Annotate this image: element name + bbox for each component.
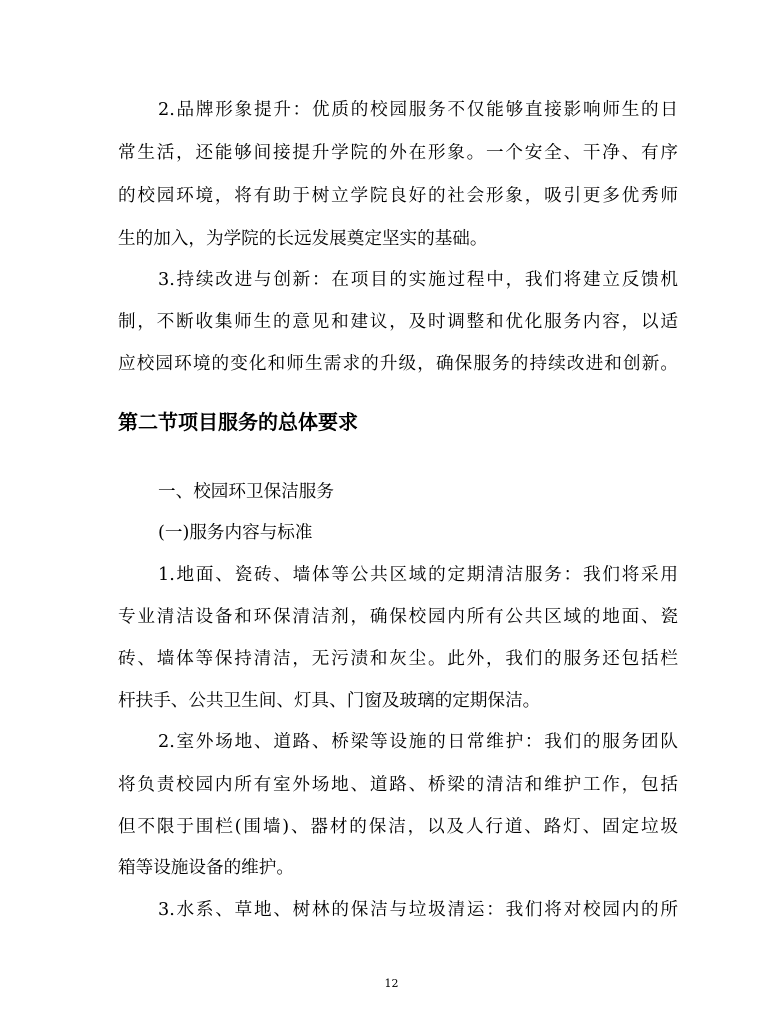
- text-line: 3.持续改进与创新：在项目的实施过程中，我们将建立反馈机: [158, 270, 678, 290]
- text-line: 砖、墙体等保持清洁，无污渍和灰尘。此外，我们的服务还包括栏: [118, 649, 678, 669]
- text-line: 杆扶手、公共卫生间、灯具、门窗及玻璃的定期保洁。: [118, 691, 541, 711]
- text-line: 2.室外场地、道路、桥梁等设施的日常维护：我们的服务团队: [158, 732, 678, 752]
- page-number: 12: [384, 977, 399, 990]
- text-line: 2.品牌形象提升：优质的校园服务不仅能够直接影响师生的日: [158, 100, 678, 120]
- text-line: 箱等设施设备的维护。: [118, 858, 294, 878]
- text-line: 常生活，还能够间接提升学院的外在形象。一个安全、干净、有序: [118, 143, 678, 163]
- text-line: 将负责校园内所有室外场地、道路、桥梁的清洁和维护工作，包括: [118, 775, 678, 795]
- text-line: 3.水系、草地、树林的保洁与垃圾清运：我们将对校园内的所: [158, 900, 678, 920]
- subheading-campus-cleaning: 一、校园环卫保洁服务: [158, 482, 334, 502]
- text-line: 生的加入，为学院的长远发展奠定坚实的基础。: [118, 229, 488, 249]
- text-line: 专业清洁设备和环保清洁剂，确保校园内所有公共区域的地面、瓷: [118, 607, 678, 627]
- text-line: 的校园环境，将有助于树立学院良好的社会形象，吸引更多优秀师: [118, 186, 678, 206]
- text-line: 但不限于围栏(围墙)、器材的保洁，以及人行道、路灯、固定垃圾: [118, 817, 678, 837]
- subheading-service-content: (一)服务内容与标准: [158, 523, 313, 543]
- text-line: 1.地面、瓷砖、墙体等公共区域的定期清洁服务：我们将采用: [158, 565, 678, 585]
- section-heading: 第二节项目服务的总体要求: [118, 410, 358, 434]
- text-line: 制，不断收集师生的意见和建议，及时调整和优化服务内容，以适: [118, 312, 678, 332]
- text-line: 应校园环境的变化和师生需求的升级，确保服务的持续改进和创新。: [118, 354, 678, 374]
